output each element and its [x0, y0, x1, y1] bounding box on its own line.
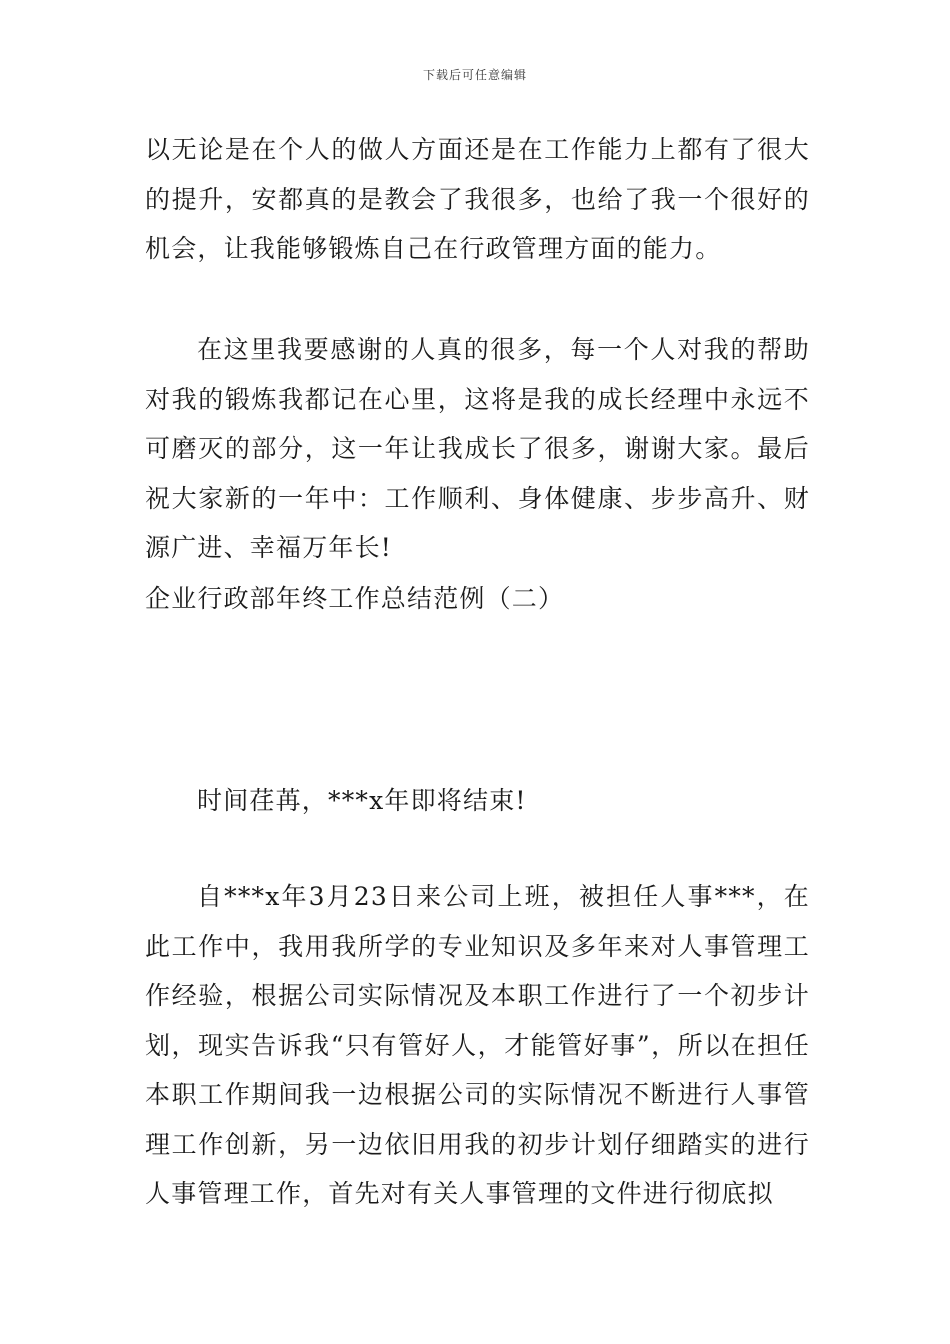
paragraph-4: 自***x年3月23日来公司上班，被担任人事***，在此工作中，我用我所学的专业知识及多年来对人事管理工作经验，根据公司实际情况及本职工作进行了一个初步计划，现实告诉我“只有管好人，才能管好事”，所以在担任本职工作期间我一边根据公司的实际情况不断进行人事管理工作创新，另一边依旧用我的初步计划仔细踏实的进行人事管理工作，首先对有关人事管理的文件进行彻底拟	[145, 882, 810, 1208]
paragraph-2: 在这里我要感谢的人真的很多，每一个人对我的帮助对我的锻炼我都记在心里，这将是我的成长经理中永远不可磨灭的部分，这一年让我成长了很多，谢谢大家。最后祝大家新的一年中：工作顺利、身体健康、步步高升、财源广进、幸福万年长!	[145, 335, 810, 562]
paragraph-1: 以无论是在个人的做人方面还是在工作能力上都有了很大的提升，安都真的是教会了我很多，也给了我一个很好的机会，让我能够锻炼自己在行政管理方面的能力。	[145, 135, 810, 263]
paragraph-3: 时间荏苒，***x年即将结束!	[197, 786, 527, 815]
header-note: 下载后可任意编辑	[422, 68, 527, 82]
section-title: 企业行政部年终工作总结范例（二）	[145, 584, 565, 613]
